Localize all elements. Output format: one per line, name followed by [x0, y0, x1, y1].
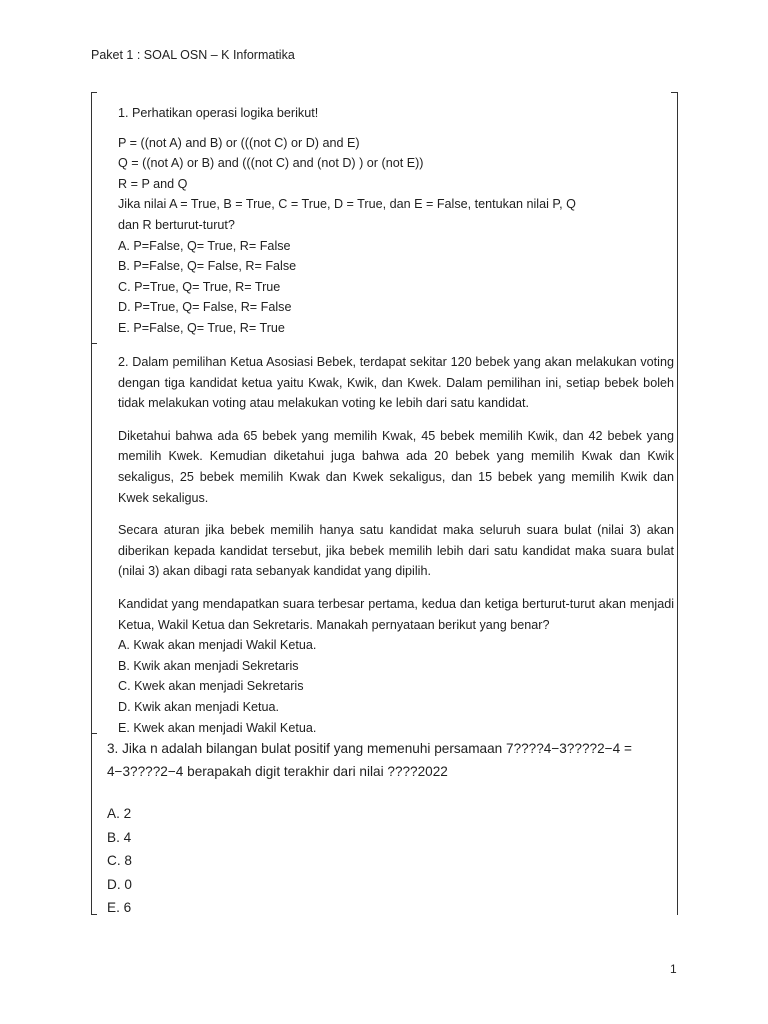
question-3-option-e: E. 6 [107, 900, 132, 915]
question-3-line-1: 3. Jika n adalah bilangan bulat positif yang memenuhi persamaan 7????4−3????2−4 = [107, 741, 632, 756]
frame-bottom-tick [91, 914, 97, 915]
question-1-option-c: C. P=True, Q= True, R= True [118, 279, 281, 294]
question-2-option-d: D. Kwik akan menjadi Ketua. [118, 699, 280, 714]
frame-left-line-2 [91, 343, 92, 735]
question-1-line: R = P and Q [118, 176, 188, 191]
question-3-option-b: B. 4 [107, 829, 132, 845]
question-2-option-b: B. Kwik akan menjadi Sekretaris [118, 658, 299, 673]
page-number: 1 [670, 962, 677, 976]
question-2-option-e: E. Kwek akan menjadi Wakil Ketua. [118, 720, 317, 735]
frame-left-line-3 [91, 733, 92, 915]
frame-right-line [677, 92, 678, 346]
question-3-option-a: A. 2 [107, 806, 132, 821]
question-2-paragraph-4: Kandidat yang mendapatkan suara terbesar pertama, kedua dan ketiga berturut-turut akan menjadi Ketua, Wakil Ketua dan Sekretaris. Manakah pernyataan berikut yang benar? [118, 596, 674, 632]
question-2-option-a: A. Kwak akan menjadi Wakil Ketua. [118, 638, 317, 653]
question-1 [118, 103, 674, 339]
frame-left-line [91, 92, 92, 346]
question-1-option-d: D. P=True, Q= False, R= False [118, 300, 292, 315]
question-1-title: 1. Perhatikan operasi logika berikut! [118, 106, 319, 120]
question-2-paragraph-1: 2. Dalam pemilihan Ketua Asosiasi Bebek, terdapat sekitar 120 bebek yang akan melakukan voting dengan tiga kandidat ketua yaitu Kwak, Kwik, dan Kwek. Dalam pemilihan ini, setiap bebek boleh tidak melakukan voting atau melakukan voting ke lebih dari satu kandidat. [118, 355, 674, 411]
question-1-option-b: B. P=False, Q= False, R= False [118, 259, 297, 274]
question-1-line: Jika nilai A = True, B = True, C = True, D = True, dan E = False, tentukan nilai P, Q [118, 197, 576, 212]
question-2-paragraph-3: Secara aturan jika bebek memilih hanya satu kandidat maka seluruh suara bulat (nilai 3) akan diberikan kepada kandidat tersebut, jika bebek memilih lebih dari satu kandidat maka suara bulat (nilai 3) akan dibagi rata sebanyak kandidat yang dipilih. [118, 523, 674, 579]
question-3-line-2: 4−3????2−4 berapakah digit terakhir dari nilai ????2022 [107, 764, 448, 779]
question-3-option-d: D. 0 [107, 876, 132, 892]
page-header: Paket 1 : SOAL OSN – K Informatika [91, 48, 295, 62]
question-1-option-e: E. P=False, Q= True, R= True [118, 320, 285, 335]
frame-top-right-tick [671, 92, 677, 93]
question-1-line: dan R berturut-turut? [118, 217, 235, 232]
question-2-option-c: C. Kwek akan menjadi Sekretaris [118, 679, 304, 694]
question-1-option-a: A. P=False, Q= True, R= False [118, 238, 291, 253]
question-3 [107, 737, 677, 920]
question-1-line: Q = ((not A) or B) and (((not C) and (not D) ) or (not E)) [118, 156, 424, 171]
question-3-option-c: C. 8 [107, 853, 132, 868]
frame-top-left-tick [91, 92, 97, 93]
frame-right-line-3 [677, 733, 678, 915]
question-1-line: P = ((not A) and B) or (((not C) or D) and E) [118, 135, 360, 150]
question-2-paragraph-2: Diketahui bahwa ada 65 bebek yang memilih Kwak, 45 bebek memilih Kwik, dan 42 bebek yang memilih Kwek. Kemudian diketahui juga bahwa ada 20 bebek yang memilih Kwak dan Kwik sekaligus, 25 bebek memilih Kwak dan Kwek sekaligus, dan 15 bebek yang memilih Kwik dan Kwek sekaligus. [118, 428, 674, 505]
question-2 [118, 352, 674, 738]
frame-right-line-2 [677, 343, 678, 735]
